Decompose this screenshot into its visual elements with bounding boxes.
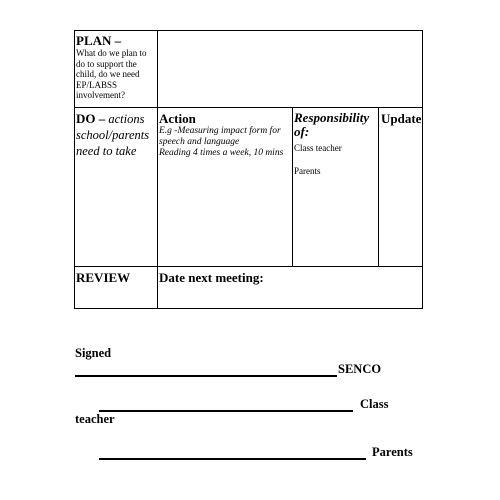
responsibility-item-class-teacher[interactable]: Class teacher xyxy=(294,143,342,153)
action-line: E.g -Measuring impact form for xyxy=(159,126,281,136)
senco-label: SENCO xyxy=(338,362,382,376)
do-label xyxy=(76,111,149,159)
plan-description-line: do to support the xyxy=(76,58,137,69)
table-row-divider-do xyxy=(74,266,423,267)
plan-description-line: involvement? xyxy=(76,90,125,100)
parents-label: Parents xyxy=(372,445,413,459)
table-row-divider-plan xyxy=(74,107,423,108)
plan-description xyxy=(76,48,146,101)
table-bottom-border xyxy=(74,308,423,309)
plan-response-cell[interactable] xyxy=(158,31,422,107)
do-label-line: actions xyxy=(105,112,145,126)
date-next-meeting-field[interactable] xyxy=(270,268,422,308)
table-col-divider-2 xyxy=(292,107,293,267)
parents-signature-line[interactable] xyxy=(99,458,366,460)
action-line: speech and language xyxy=(159,137,240,147)
update-heading: Update xyxy=(381,111,422,126)
teacher-label: teacher xyxy=(75,412,115,426)
do-label-lead: DO – xyxy=(76,111,106,126)
do-label-line: need to take xyxy=(76,144,137,158)
plan-description-line: EP/LABSS xyxy=(76,79,118,90)
action-details[interactable] xyxy=(159,126,283,159)
do-label-line: school/parents xyxy=(76,128,150,142)
responsibility-heading-line: of: xyxy=(294,124,310,139)
review-label: REVIEW xyxy=(76,270,131,285)
table-right-border xyxy=(422,30,423,309)
action-line: Reading 4 times a week, 10 mins xyxy=(159,148,284,158)
plan-description-line: child, do we need xyxy=(76,69,140,79)
responsibility-item-parents[interactable]: Parents xyxy=(294,166,321,176)
action-heading: Action xyxy=(159,111,196,126)
responsibility-heading-line: Responsibility xyxy=(294,110,370,125)
table-left-border xyxy=(74,30,75,309)
senco-signature-line[interactable] xyxy=(75,375,337,377)
plan-title: PLAN – xyxy=(76,33,122,48)
update-cell[interactable] xyxy=(379,126,422,266)
plan-description-line: What do we plan to xyxy=(76,48,147,58)
responsibility-heading xyxy=(294,111,369,139)
class-label: Class xyxy=(360,397,389,411)
class-teacher-signature-line[interactable] xyxy=(99,410,353,412)
date-next-meeting-label: Date next meeting: xyxy=(159,270,264,285)
signed-label: Signed xyxy=(75,346,112,360)
